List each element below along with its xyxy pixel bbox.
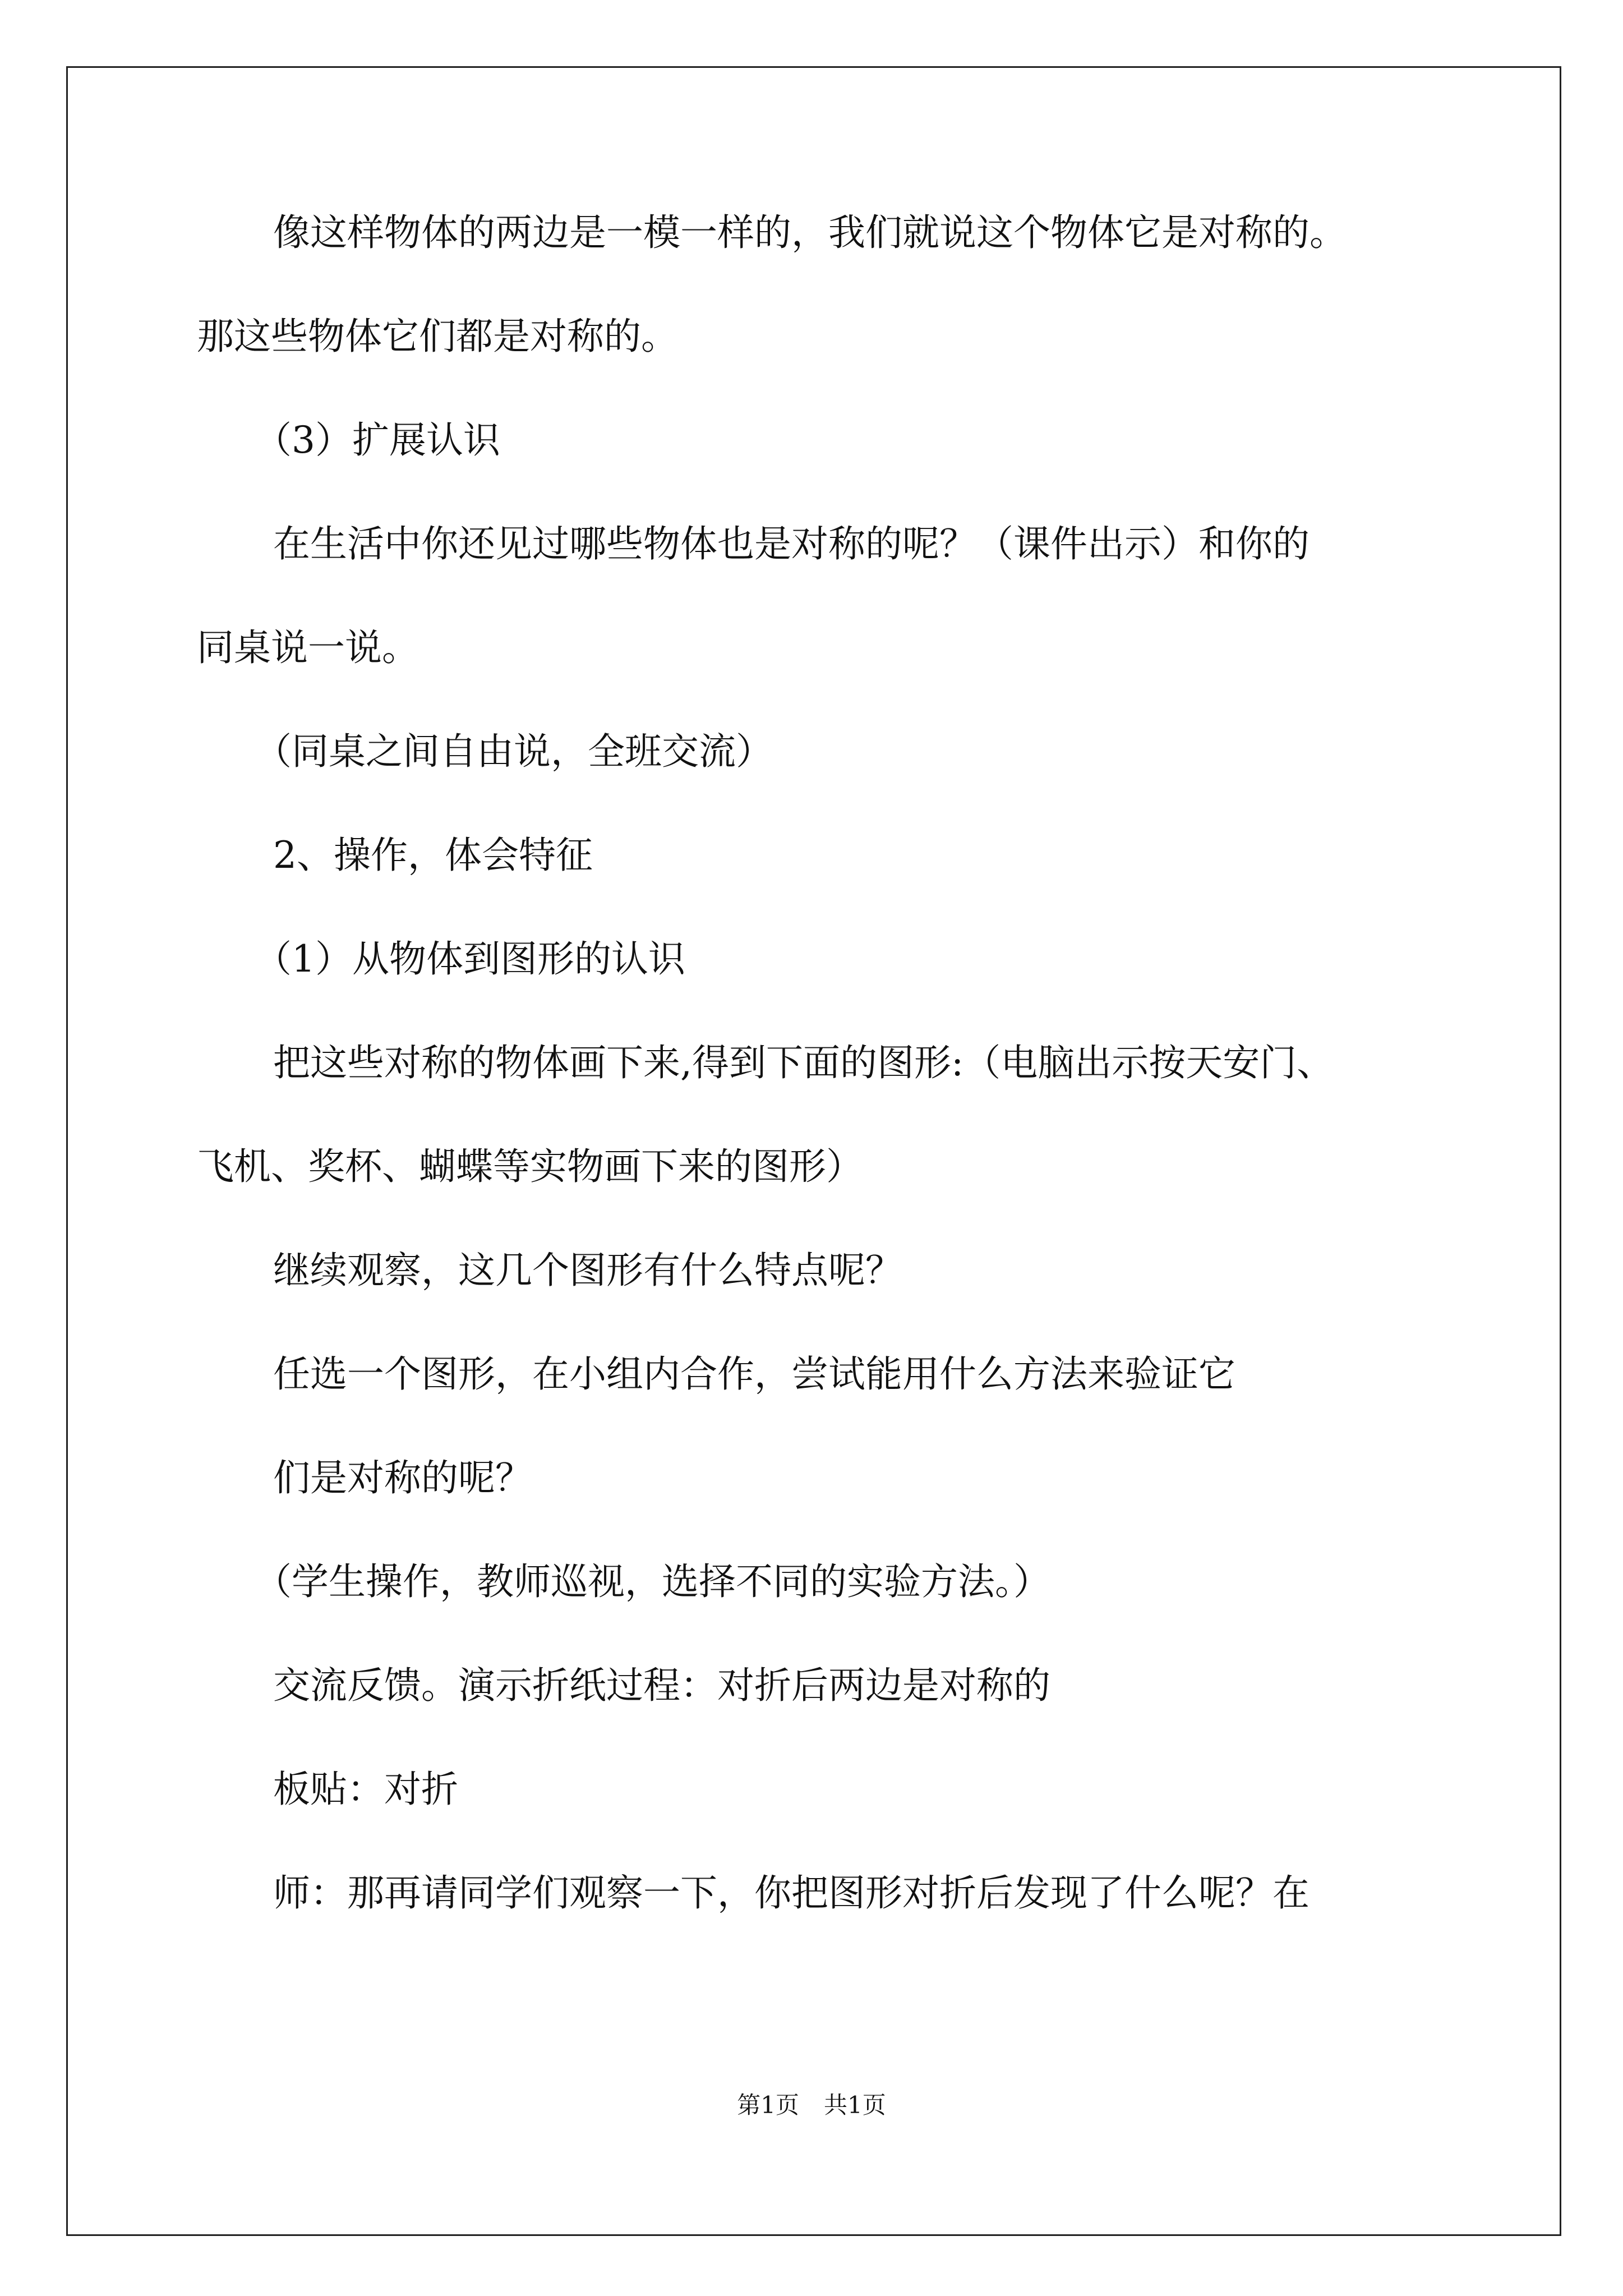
paragraph-line-10: 飞机、奖杯、蝴蝶等实物画下来的图形） — [197, 1145, 863, 1188]
section-heading-2: 2、操作，体会特征 — [199, 834, 593, 877]
page-number-current: 第1页 — [737, 2091, 799, 2119]
page-footer — [0, 2091, 1623, 2119]
paragraph-line-6: （同桌之间自由说，全班交流） — [199, 730, 773, 773]
paragraph-line-16: 板贴：对折 — [199, 1768, 458, 1811]
section-heading-3: （3）扩展认识 — [199, 418, 500, 462]
paragraph-line-5: 同桌说一说。 — [197, 626, 419, 669]
section-heading-1: （1）从物体到图形的认识 — [199, 937, 685, 981]
paragraph-line-4: 在生活中你还见过哪些物体也是对称的呢？（课件出示）和你的 — [199, 522, 1310, 565]
paragraph-line-9: 把这些对称的物体画下来,得到下面的图形:（电脑出示按天安门、 — [199, 1041, 1334, 1084]
paragraph-line-15: 交流反馈。演示折纸过程：对折后两边是对称的 — [199, 1664, 1050, 1707]
paragraph-line-13: 们是对称的呢？ — [199, 1456, 532, 1499]
paragraph-line-11: 继续观察，这几个图形有什么特点呢？ — [199, 1249, 902, 1292]
paragraph-line-2: 那这些物体它们都是对称的。 — [197, 315, 678, 358]
paragraph-line-17: 师：那再请同学们观察一下，你把图形对折后发现了什么呢？在 — [199, 1871, 1310, 1915]
paragraph-line-12: 任选一个图形，在小组内合作，尝试能用什么方法来验证它 — [199, 1352, 1235, 1396]
paragraph-line-1: 像这样物体的两边是一模一样的，我们就说这个物体它是对称的。 — [199, 211, 1347, 254]
paragraph-line-14: （学生操作，教师巡视，选择不同的实验方法。） — [199, 1560, 1050, 1603]
page-number-total: 共1页 — [824, 2091, 886, 2119]
